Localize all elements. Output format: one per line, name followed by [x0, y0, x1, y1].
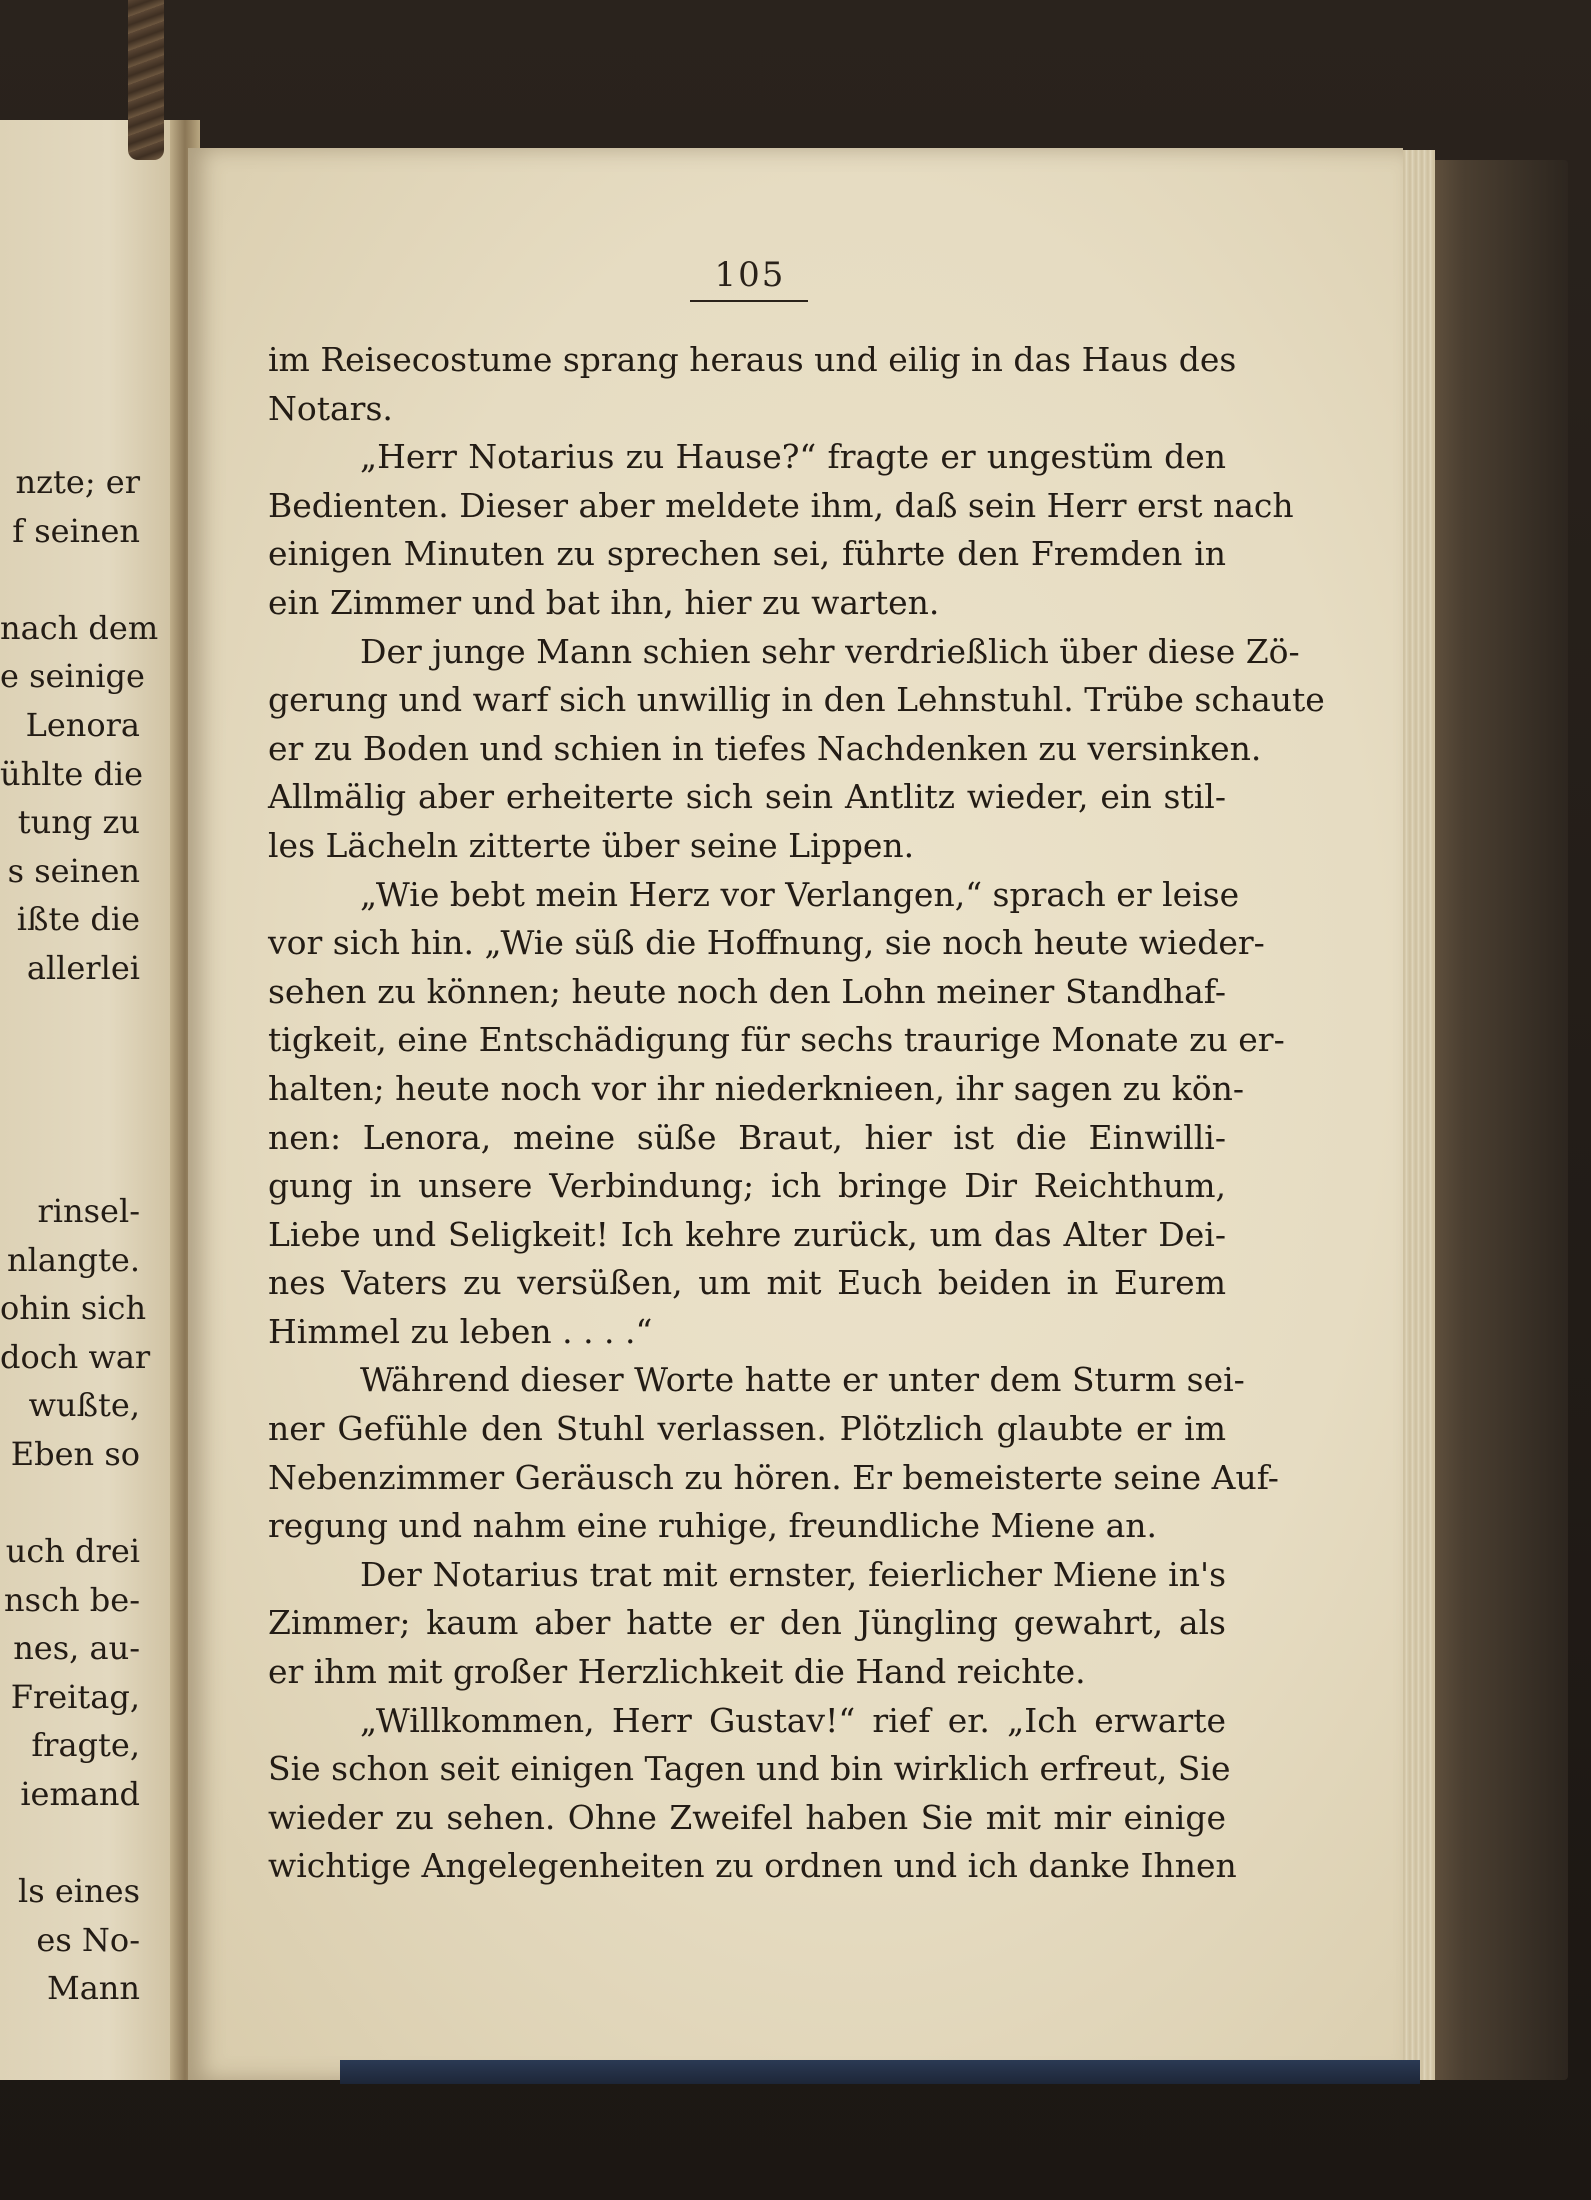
text-line: er ihm mit großer Herzlichkeit die Hand reichte. — [268, 1652, 1086, 1692]
facing-text-line: Mann — [46, 1969, 140, 2008]
facing-text-line: ühlte die — [0, 754, 144, 793]
facing-text-line: tung zu — [17, 803, 140, 842]
text-line: regung und nahm eine ruhige, freundliche Miene an. — [268, 1506, 1158, 1546]
text-line: Himmel zu leben . . . .“ — [268, 1311, 653, 1351]
text-line: Bedienten. Dieser aber meldete ihm, daß sein Herr erst nach — [268, 485, 1294, 525]
text-line: Nebenzimmer Geräusch zu hören. Er bemeisterte seine Auf- — [268, 1457, 1279, 1497]
text-line: Allmälig aber erheiterte sich sein Antlitz wieder, ein stil- — [268, 777, 1226, 817]
facing-text-line: wußte, — [28, 1386, 140, 1425]
text-line: er zu Boden und schien in tiefes Nachdenken zu versinken. — [268, 728, 1262, 768]
facing-text-line — [0, 993, 140, 1042]
facing-page — [0, 120, 182, 2080]
text-line: gerung und warf sich unwillig in den Lehnstuhl. Trübe schaute — [268, 680, 1325, 720]
facing-text-line: uch drei — [5, 1532, 140, 1571]
text-line: Notars. — [268, 388, 393, 428]
facing-text-line — [0, 555, 140, 604]
facing-text-line: Lenora — [25, 705, 140, 744]
bookmark-ribbon — [128, 0, 164, 160]
text-line: ner Gefühle den Stuhl verlassen. Plötzlich glaubte er im — [268, 1409, 1226, 1449]
facing-text-line: Eben so — [10, 1434, 140, 1473]
text-line: „Willkommen, Herr Gustav!“ rief er. „Ich erwarte — [360, 1700, 1226, 1740]
text-line: wichtige Angelegenheiten zu ordnen und ich danke Ihnen — [268, 1846, 1237, 1886]
facing-text-line: es No- — [36, 1920, 140, 1959]
book-cover-edge — [1418, 160, 1568, 2080]
text-line: „Herr Notarius zu Hause?“ fragte er ungestüm den — [360, 437, 1226, 477]
text-line: gung in unsere Verbindung; ich bringe Dir Reichthum, — [268, 1166, 1226, 1206]
facing-text-line: allerlei — [26, 948, 140, 987]
facing-text-line: Freitag, — [10, 1677, 140, 1716]
facing-text-line: f seinen — [12, 511, 140, 550]
facing-text-line: nes, au- — [13, 1629, 140, 1668]
text-line: einigen Minuten zu sprechen sei, führte den Fremden in — [268, 534, 1226, 574]
text-line: Der Notarius trat mit ernster, feierlicher Miene in's — [360, 1554, 1226, 1594]
facing-text-line: nzte; er — [15, 463, 140, 501]
facing-text-line: rinsel- — [37, 1191, 140, 1230]
text-line: Der junge Mann schien sehr verdrießlich über diese Zö- — [360, 631, 1300, 671]
facing-text-line: nach dem — [0, 608, 159, 647]
facing-text-line: ohin sich — [0, 1289, 147, 1328]
text-line: nen: Lenora, meine süße Braut, hier ist die Einwilli- — [268, 1117, 1226, 1157]
facing-text-line — [0, 1041, 140, 1090]
facing-text-line — [0, 1138, 140, 1187]
facing-page-text — [0, 458, 159, 2013]
text-line: nes Vaters zu versüßen, um mit Euch beiden in Eurem — [268, 1263, 1226, 1303]
facing-text-line: iemand — [20, 1775, 140, 1814]
page-number-rule — [690, 300, 808, 302]
facing-text-line — [0, 1819, 140, 1868]
facing-text-line — [0, 1090, 140, 1139]
text-line: Liebe und Seligkeit! Ich kehre zurück, um das Alter Dei- — [268, 1214, 1226, 1254]
text-line: Zimmer; kaum aber hatte er den Jüngling gewahrt, als — [268, 1603, 1226, 1643]
facing-text-line: nsch be- — [4, 1580, 140, 1619]
facing-text-line: s seinen — [7, 851, 140, 890]
text-line: Sie schon seit einigen Tagen und bin wirklich erfreut, Sie — [268, 1749, 1231, 1789]
page-text — [268, 336, 1325, 1891]
page-number: 105 — [714, 255, 786, 295]
facing-text-line: nlangte. — [7, 1240, 140, 1279]
book-bottom-edge — [340, 2060, 1420, 2084]
text-line: sehen zu können; heute noch den Lohn meiner Standhaf- — [268, 971, 1226, 1011]
facing-text-line: fragte, — [31, 1726, 140, 1765]
facing-text-line: ißte die — [16, 900, 140, 939]
text-line: vor sich hin. „Wie süß die Hoffnung, sie noch heute wieder- — [268, 923, 1265, 963]
text-line: im Reisecostume sprang heraus und eilig in das Haus des — [268, 340, 1237, 379]
facing-text-line — [0, 1478, 140, 1527]
text-line: ein Zimmer und bat ihn, hier zu warten. — [268, 582, 940, 622]
text-line: Während dieser Worte hatte er unter dem Sturm sei- — [360, 1360, 1245, 1400]
text-line: wieder zu sehen. Ohne Zweifel haben Sie mit mir einige — [268, 1797, 1226, 1837]
text-line: tigkeit, eine Entschädigung für sechs traurige Monate zu er- — [268, 1020, 1285, 1060]
text-line: „Wie bebt mein Herz vor Verlangen,“ sprach er leise — [360, 874, 1240, 914]
facing-text-line: e seinige — [0, 657, 145, 696]
text-line: halten; heute noch vor ihr niederknieen, ihr sagen zu kön- — [268, 1068, 1244, 1108]
facing-text-line: ls eines — [18, 1872, 140, 1911]
facing-text-line: doch war — [0, 1337, 151, 1376]
text-line: les Lächeln zitterte über seine Lippen. — [268, 825, 915, 865]
